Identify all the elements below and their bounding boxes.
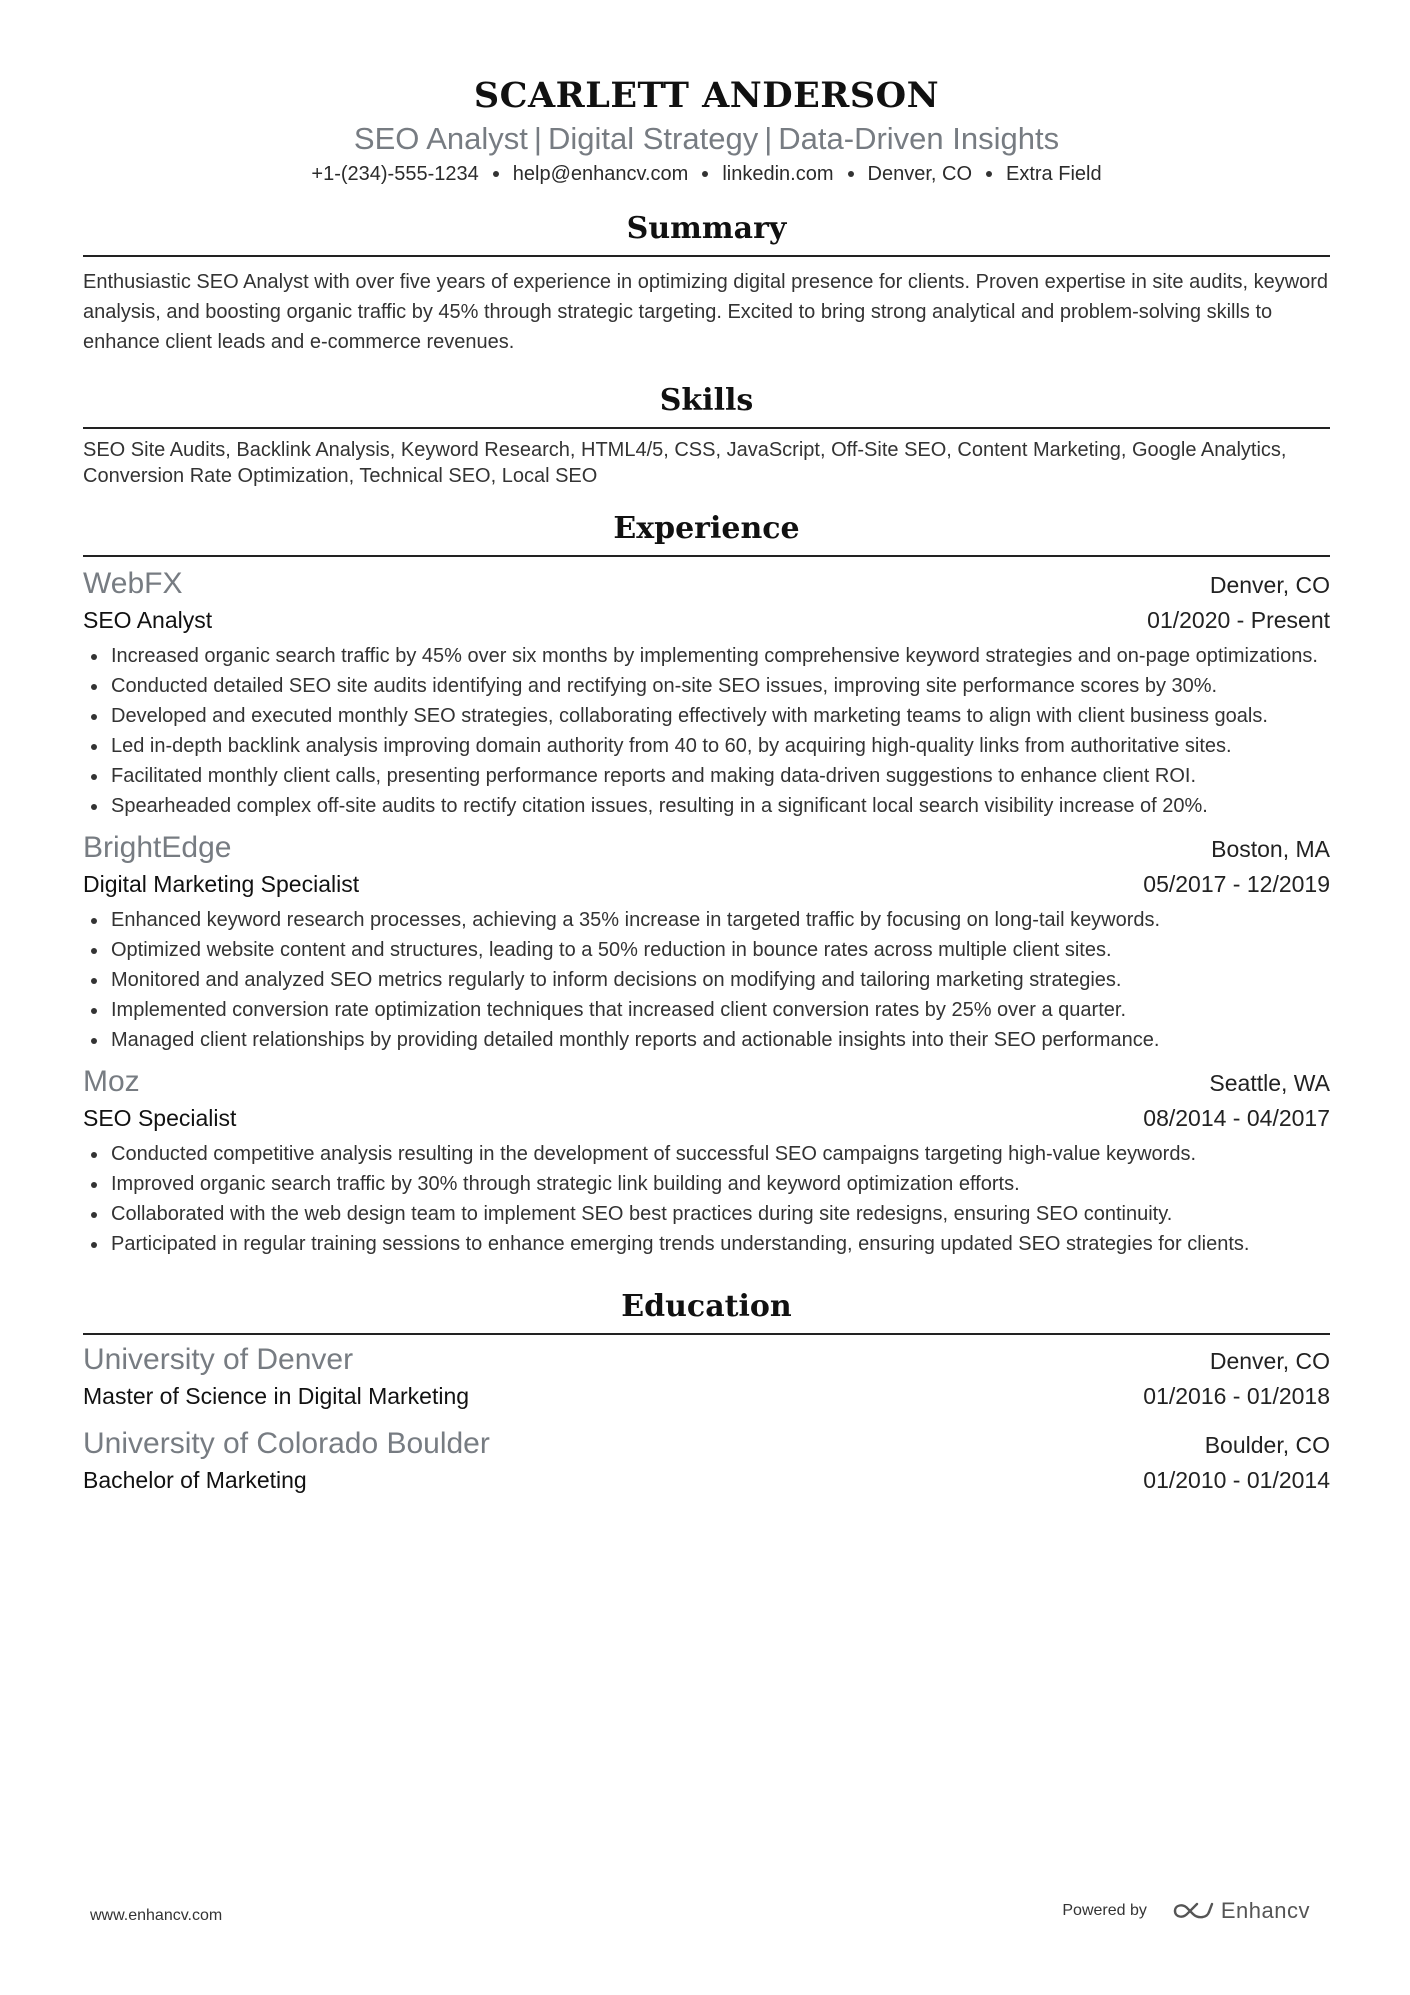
achievement-list <box>83 641 1330 821</box>
list-item: Led in-depth backlink analysis improving domain authority from 40 to 60, by acquiring high-quality links from authoritative sites. <box>83 731 1330 761</box>
education-dates: 01/2016 - 01/2018 <box>1143 1383 1330 1409</box>
achievement-list <box>83 905 1330 1055</box>
job-location: Boston, MA <box>1211 836 1330 862</box>
job-location: Denver, CO <box>1209 572 1330 598</box>
education-section <box>83 1287 1330 1497</box>
job-dates: 05/2017 - 12/2019 <box>1143 871 1330 897</box>
bullet-dot-icon <box>702 171 708 177</box>
contact-email[interactable]: help@enhancv.com <box>512 163 689 185</box>
list-item: Spearheaded complex off-site audits to rectify citation issues, resulting in a significant local search visibility increase of 20%. <box>83 791 1330 821</box>
brand-name: Enhancv <box>1220 1898 1310 1923</box>
list-item: Conducted detailed SEO site audits identifying and rectifying on-site SEO issues, improving site performance scores by 30%. <box>83 671 1330 701</box>
contact-location: Denver, CO <box>867 163 972 185</box>
school-location: Boulder, CO <box>1204 1432 1330 1458</box>
bullet-dot-icon <box>493 171 499 177</box>
contact-linkedin[interactable]: linkedin.com <box>722 163 834 185</box>
job-dates: 08/2014 - 04/2017 <box>1143 1105 1330 1131</box>
list-item: Developed and executed monthly SEO strategies, collaborating effectively with marketing teams to align with client business goals. <box>83 701 1330 731</box>
degree-name: Bachelor of Marketing <box>83 1467 307 1493</box>
list-item: Monitored and analyzed SEO metrics regularly to inform decisions on modifying and tailoring marketing strategies. <box>83 965 1330 995</box>
contact-phone[interactable]: +1-(234)-555-1234 <box>311 163 479 185</box>
resume-page <box>83 0 1330 1497</box>
section-title: Education <box>621 1289 792 1324</box>
section-title: Skills <box>659 383 754 418</box>
section-divider <box>83 555 1330 557</box>
list-item: Improved organic search traffic by 30% through strategic link building and keyword optimization efforts. <box>83 1169 1330 1199</box>
education-entry <box>83 1425 1330 1497</box>
education-entry <box>83 1341 1330 1413</box>
school-name: University of Denver <box>83 1343 354 1376</box>
list-item: Facilitated monthly client calls, presenting performance reports and making data-driven suggestions to enhance client ROI. <box>83 761 1330 791</box>
footer-website[interactable]: www.enhancv.com <box>90 1907 223 1924</box>
headline-part: Data-Driven Insights <box>778 121 1060 156</box>
section-title: Experience <box>613 511 800 546</box>
contact-extra: Extra Field <box>1006 163 1102 185</box>
section-divider <box>83 255 1330 257</box>
list-item: Collaborated with the web design team to implement SEO best practices during site redesigns, ensuring SEO continuity. <box>83 1199 1330 1229</box>
section-divider <box>83 427 1330 429</box>
list-item: Enhanced keyword research processes, achieving a 35% increase in targeted traffic by focusing on long-tail keywords. <box>83 905 1330 935</box>
experience-section <box>83 509 1330 1259</box>
bullet-dot-icon <box>986 171 992 177</box>
list-item: Managed client relationships by providing detailed monthly reports and actionable insights into their SEO performance. <box>83 1025 1330 1055</box>
summary-section <box>83 209 1330 357</box>
company-name: WebFX <box>83 567 183 600</box>
education-dates: 01/2010 - 01/2014 <box>1143 1467 1330 1493</box>
footer-branding <box>1062 1898 1310 1924</box>
school-location: Denver, CO <box>1209 1348 1330 1374</box>
experience-entry <box>83 829 1330 1055</box>
skills-section <box>83 381 1330 489</box>
degree-name: Master of Science in Digital Marketing <box>83 1383 470 1409</box>
resume-header <box>83 0 1330 189</box>
company-name: Moz <box>83 1065 140 1098</box>
candidate-name: SCARLETT ANDERSON <box>473 75 940 116</box>
section-divider <box>83 1333 1330 1335</box>
job-dates: 01/2020 - Present <box>1147 607 1330 633</box>
list-item: Conducted competitive analysis resulting in the development of successful SEO campaigns targeting high-value keywords. <box>83 1139 1330 1169</box>
list-item: Participated in regular training sessions to enhance emerging trends understanding, ensuring updated SEO strategies for clients. <box>83 1229 1330 1259</box>
summary-text: Enthusiastic SEO Analyst with over five years of experience in optimizing digital presence for clients. Proven expertise in site audits, keyword analysis, and boosting organic traffic by 45% through strategic targeting. Excited to bring strong analytical and problem-solving skills to enhance client leads and e-commerce revenues. <box>83 271 1329 353</box>
headline-part: SEO Analyst <box>353 121 528 156</box>
job-title: SEO Analyst <box>83 607 213 633</box>
achievement-list <box>83 1139 1330 1259</box>
company-name: BrightEdge <box>83 831 232 864</box>
enhancv-logo[interactable] <box>1171 1898 1310 1924</box>
powered-by-label: Powered by <box>1062 1902 1147 1919</box>
headline-separator: | <box>764 121 773 156</box>
bullet-dot-icon <box>848 171 854 177</box>
enhancv-logo-icon <box>1171 1900 1215 1922</box>
headline-separator: | <box>533 121 542 156</box>
skills-text: SEO Site Audits, Backlink Analysis, Keyword Research, HTML4/5, CSS, JavaScript, Off-Site SEO, Content Marketing, Google Analytics, Conversion Rate Optimization, Technical SEO, Local SEO <box>83 439 1287 487</box>
experience-entry <box>83 565 1330 821</box>
school-name: University of Colorado Boulder <box>83 1427 490 1460</box>
headline-part: Digital Strategy <box>547 121 759 156</box>
headline <box>83 119 1330 159</box>
job-title: Digital Marketing Specialist <box>83 871 360 897</box>
list-item: Increased organic search traffic by 45% over six months by implementing comprehensive keyword strategies and on-page optimizations. <box>83 641 1330 671</box>
section-title: Summary <box>626 211 787 246</box>
list-item: Implemented conversion rate optimization techniques that increased client conversion rates by 25% over a quarter. <box>83 995 1330 1025</box>
job-location: Seattle, WA <box>1209 1070 1330 1096</box>
contact-info <box>83 159 1330 189</box>
experience-entry <box>83 1063 1330 1259</box>
job-title: SEO Specialist <box>83 1105 237 1131</box>
list-item: Optimized website content and structures, leading to a 50% reduction in bounce rates across multiple client sites. <box>83 935 1330 965</box>
